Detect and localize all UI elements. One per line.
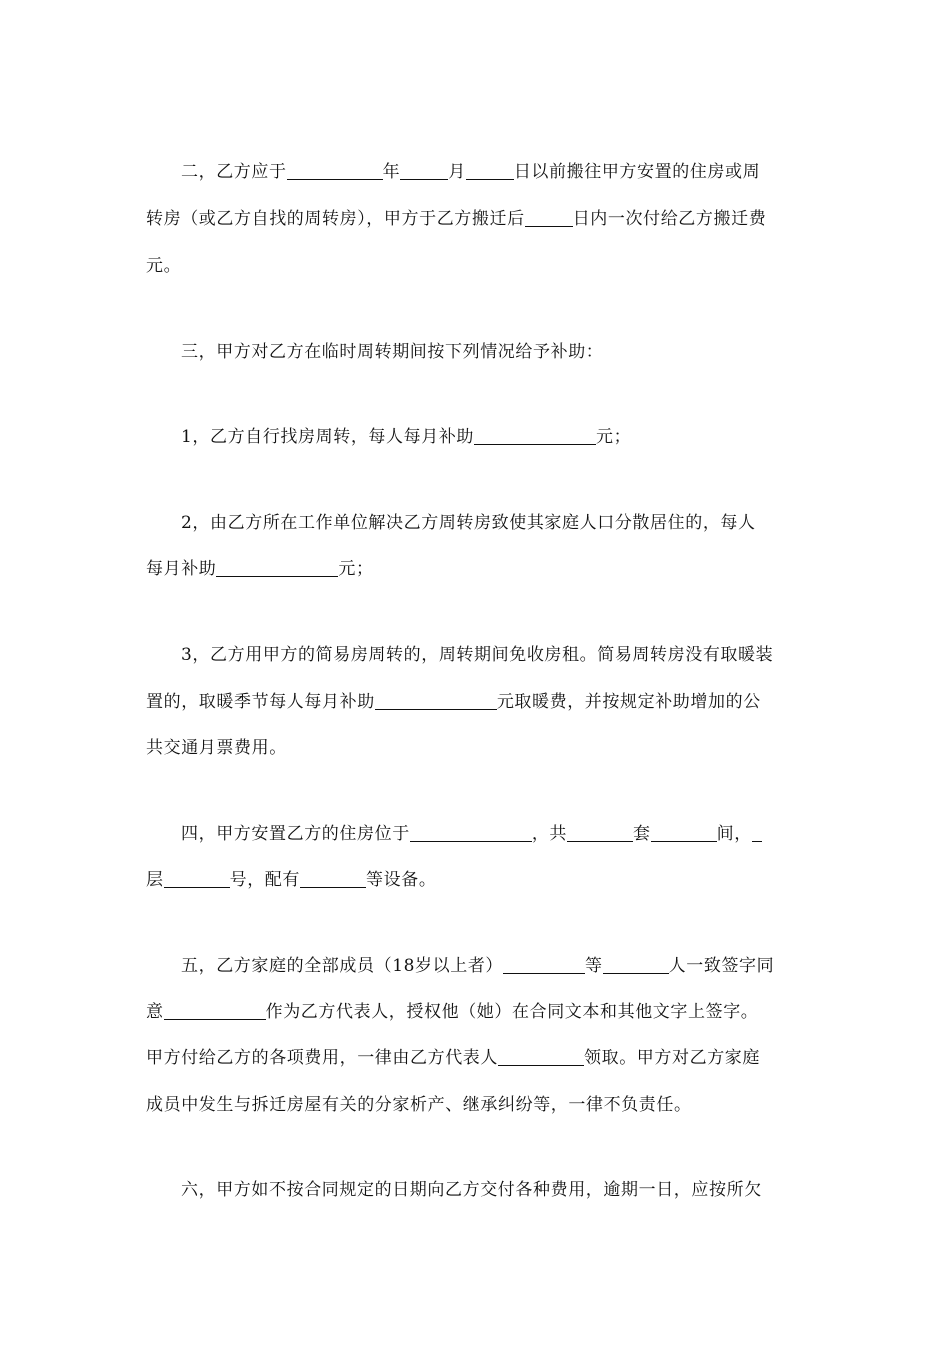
clause-3-item-1 (181, 425, 631, 449)
clause-3-item-3-line-2 (146, 690, 761, 714)
blank-month (400, 161, 448, 180)
text: 日内一次付给乙方搬迁费 (572, 209, 767, 229)
clause-2-line-2 (146, 207, 766, 231)
clause-4-line-1 (181, 822, 762, 846)
text: 年 (382, 162, 401, 182)
text: 元。 (146, 256, 182, 276)
text: 共交通月票费用。 (146, 738, 287, 758)
text: 元取暖费，并按规定补助增加的公 (496, 692, 761, 712)
blank-amount (216, 558, 338, 577)
blank-count (603, 955, 669, 974)
text: 2，由乙方所在工作单位解决乙方周转房致使其家庭人口分散居住的，每人 (181, 513, 756, 533)
blank-amount (474, 426, 596, 445)
blank-equipment (300, 869, 366, 888)
clause-6-line-1 (181, 1178, 762, 1202)
text: 二，乙方应于 (181, 162, 287, 182)
text: 转房（或乙方自找的周转房），甲方于乙方搬迁后 (146, 209, 525, 229)
text: 领取。甲方对乙方家庭 (584, 1048, 760, 1068)
text: 作为乙方代表人，授权他（她）在合同文本和其他文字上签字。 (265, 1002, 759, 1022)
text: 三，甲方对乙方在临时周转期间按下列情况给予补助： (181, 342, 604, 362)
blank-representative (498, 1047, 584, 1066)
clause-3-item-3-line-1 (181, 643, 773, 667)
blank-sets (567, 823, 633, 842)
text: 等设备。 (366, 870, 437, 890)
clause-2-line-1 (181, 160, 760, 184)
text: 等 (585, 956, 603, 976)
text: 四，甲方安置乙方的住房位于 (181, 824, 410, 844)
blank-members (503, 955, 585, 974)
text: 六，甲方如不按合同规定的日期向乙方交付各种费用，逾期一日，应按所欠 (181, 1180, 762, 1200)
blank-number (164, 869, 230, 888)
text: 1，乙方自行找房周转，每人每月补助 (181, 427, 475, 447)
blank-amount (375, 691, 497, 710)
blank-day (466, 161, 514, 180)
clause-5-line-1 (181, 954, 774, 978)
text: 层 (146, 870, 164, 890)
clause-3-item-3-line-3 (146, 736, 287, 760)
text: 意 (146, 1002, 164, 1022)
text: 套 (633, 824, 651, 844)
text: 元； (338, 559, 374, 579)
text: 3，乙方用甲方的简易房周转的，周转期间免收房租。简易周转房没有取暖装 (181, 645, 774, 665)
text: 间， (716, 824, 752, 844)
blank-representative (164, 1001, 266, 1020)
text: 甲方付给乙方的各项费用，一律由乙方代表人 (146, 1048, 498, 1068)
text: 置的，取暖季节每人每月补助 (146, 692, 375, 712)
text: 月 (448, 162, 466, 182)
text: 成员中发生与拆迁房屋有关的分家析产、继承纠纷等，一律不负责任。 (146, 1095, 692, 1115)
blank-year (287, 161, 383, 180)
clause-4-line-2 (146, 868, 436, 892)
text: 人一致签字同 (668, 956, 775, 976)
clause-3-item-2-line-2 (146, 557, 374, 581)
clause-2-line-3 (146, 254, 181, 278)
text: ，共 (531, 824, 568, 844)
text: 日以前搬往甲方安置的住房或周 (513, 162, 761, 182)
text: 号，配有 (229, 870, 301, 890)
clause-5-line-4 (146, 1093, 692, 1117)
blank-rooms (651, 823, 717, 842)
text: 每月补助 (146, 559, 217, 579)
blank-floor (752, 823, 762, 842)
clause-5-line-2 (146, 1000, 758, 1024)
blank-location (410, 823, 532, 842)
blank-days (525, 208, 573, 227)
clause-3-item-2-line-1 (181, 511, 756, 535)
text: 五，乙方家庭的全部成员（18岁以上者） (181, 956, 504, 976)
clause-3-heading (181, 340, 603, 364)
clause-5-line-3 (146, 1046, 760, 1070)
text: 元； (596, 427, 632, 447)
